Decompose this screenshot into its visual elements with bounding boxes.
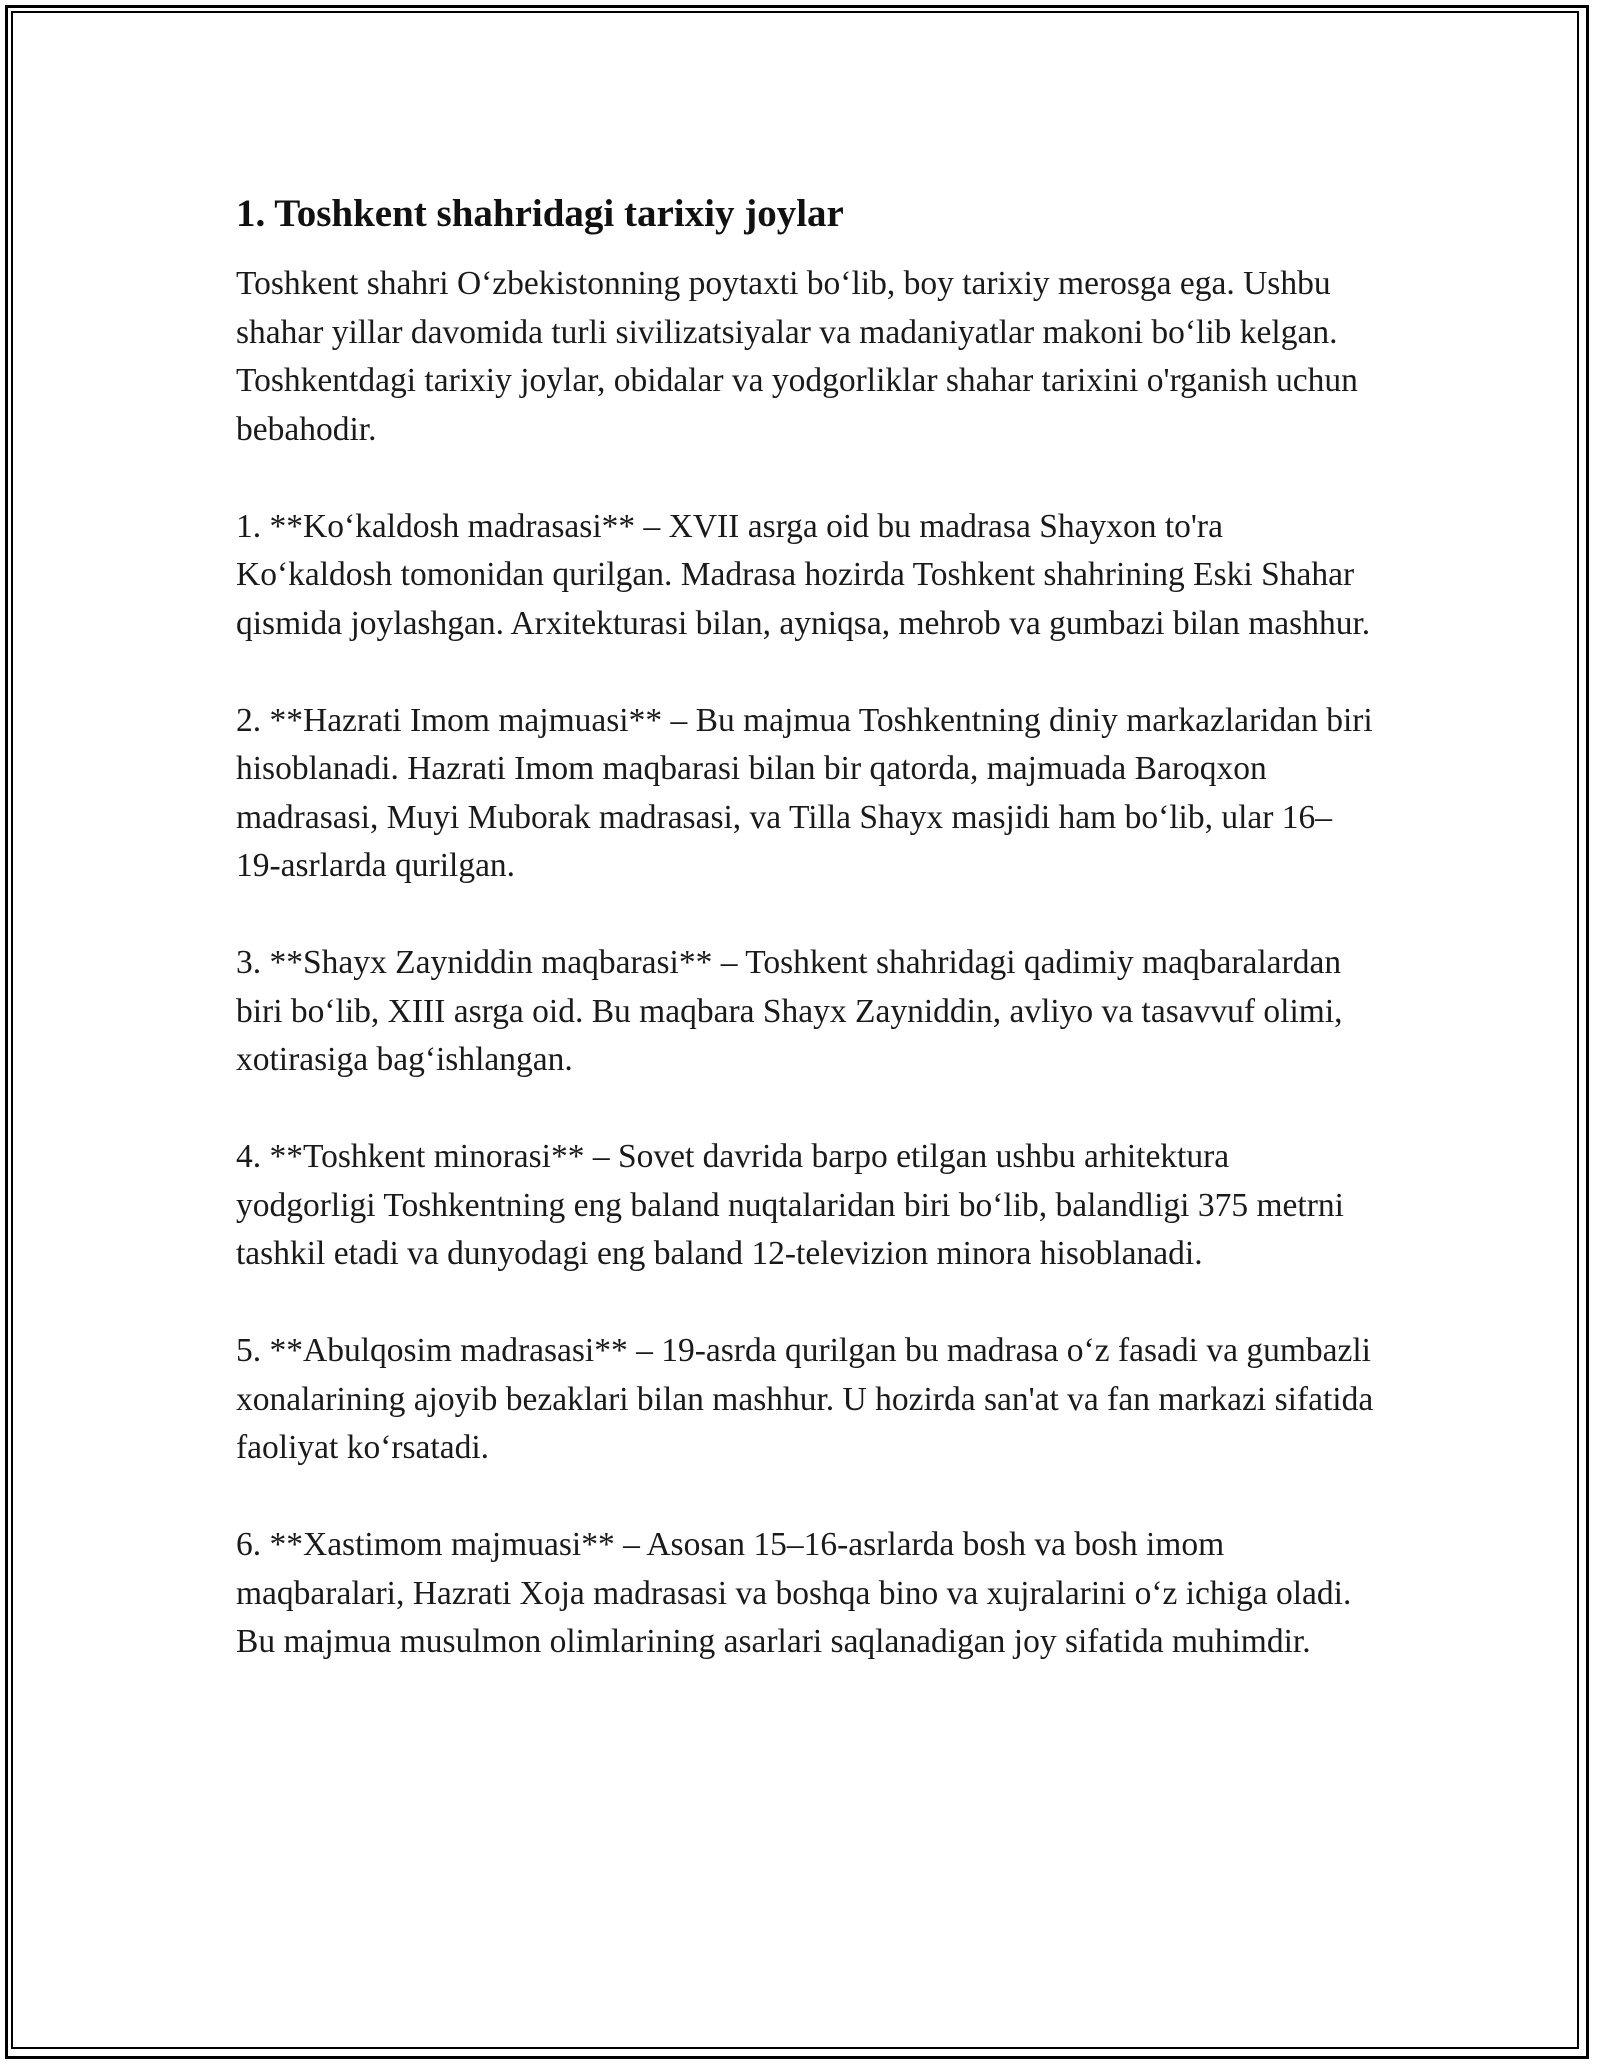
list-item-xastimom: 6. **Xastimom majmuasi** – Asosan 15–16-asrlarda bosh va bosh imom maqbaralari, Hazrati Xoja madrasasi va boshqa bino va xujralarini o‘z ichiga oladi. Bu majmua musulmon olimlarining asarlari saqlanadigan joy sifatida muhimdir. [236, 1526, 1352, 1660]
list-item-toshkent-minorasi: 4. **Toshkent minorasi** – Sovet davrida barpo etilgan ushbu arhitektura yodgorligi Toshkentning eng baland nuqtalaridan biri bo‘lib, balandligi 375 metrni tashkil etadi va dunyodagi eng baland 12-televizion minora hisoblanadi. [236, 1138, 1344, 1272]
list-item-kokaldosh: 1. **Ko‘kaldosh madrasasi** – XVII asrga oid bu madrasa Shayxon to'ra Ko‘kaldosh tomonidan qurilgan. Madrasa hozirda Toshkent shahrining Eski Shahar qismida joylashgan. Arxitekturasi bilan, ayniqsa, mehrob va gumbazi bilan mashhur. [236, 507, 1371, 642]
document-title: 1. Toshkent shahridagi tarixiy joylar [236, 192, 844, 235]
list-item-hazrati-imom: 2. **Hazrati Imom majmuasi** – Bu majmua Toshkentning diniy markazlaridan biri hisoblanadi. Hazrati Imom maqbarasi bilan bir qatorda, majmuada Baroqxon madrasasi, Muyi Muborak madrasasi, va Tilla Shayx masjidi ham bo‘lib, ular 16–19-asrlarda qurilgan. [236, 701, 1373, 884]
intro-paragraph: Toshkent shahri O‘zbekistonning poytaxti bo‘lib, boy tarixiy merosga ega. Ushbu shahar yillar davomida turli sivilizatsiyalar va madaniyatlar makoni bo‘lib kelgan. Toshkentdagi tarixiy joylar, obidalar va yodgorliklar shahar tarixini o'rganish uchun bebahodir. [236, 265, 1358, 448]
document-body [236, 188, 1376, 1715]
list-item-abulqosim: 5. **Abulqosim madrasasi** – 19-asrda qurilgan bu madrasa o‘z fasadi va gumbazli xonalarining ajoyib bezaklari bilan mashhur. U hozirda san'at va fan markazi sifatida faoliyat ko‘rsatadi. [236, 1332, 1374, 1466]
list-item-shayx-zayniddin: 3. **Shayx Zayniddin maqbarasi** – Toshkent shahridagi qadimiy maqbaralardan biri bo‘lib, XIII asrga oid. Bu maqbara Shayx Zayniddin, avliyo va tasavvuf olimi, xotirasiga bag‘ishlangan. [236, 944, 1343, 1078]
